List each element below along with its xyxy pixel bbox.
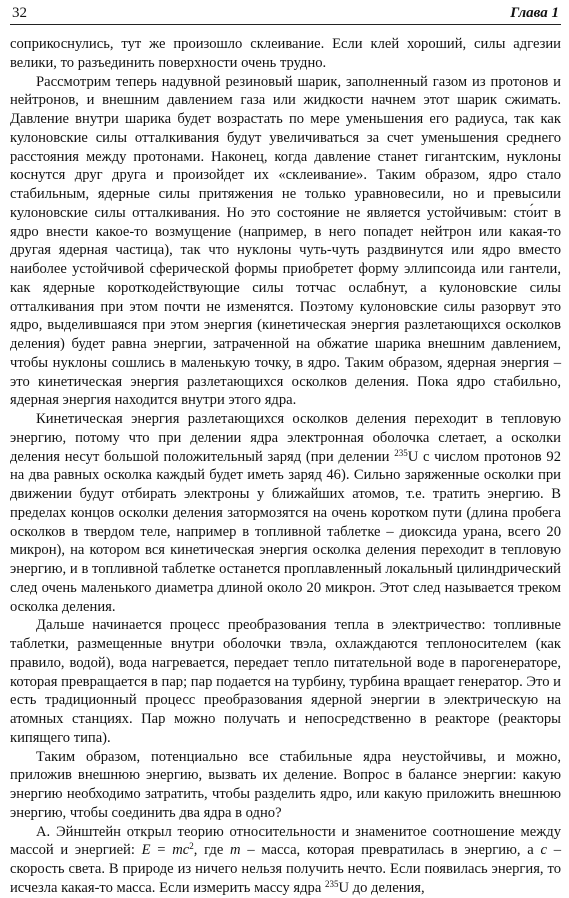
superscript: 2 — [189, 841, 194, 852]
paragraph — [10, 616, 561, 747]
superscript: 235 — [394, 447, 408, 458]
math-symbol: m — [230, 842, 241, 859]
text-run: Дальше начинается процесс преобразования тепла в электричество: топливные таблетки, размещенные внутри оболочки твэла, охлаждаются теплоносителем (как правило, водой), вода нагревается, передает тепло питательной воде в парогенераторе, которая превращается в пар; пар подается на турбину, турбина вращает генератор. Это и есть традиционный процесс преобразования ядерной энергии в электрическую на атомных станциях. Пар можно получать и непосредственно в реакторе (реакторы кипящего типа). — [10, 617, 561, 746]
math-symbol: c — [540, 842, 547, 859]
paragraph — [10, 410, 561, 616]
math-symbol: E — [141, 842, 151, 859]
paragraph — [10, 35, 561, 73]
text-run: U до деления, — [338, 879, 425, 896]
paragraph — [10, 73, 561, 411]
text-run: , где — [193, 842, 231, 859]
superscript: 235 — [324, 878, 339, 889]
text-run: соприкоснулись, тут же произошло склеивание. Если клей хороший, силы адгезии велики, то разъединить поверхности очень трудно. — [10, 36, 561, 71]
page-number: 32 — [12, 5, 27, 21]
math-symbol: mc — [172, 842, 190, 859]
body-text — [10, 25, 561, 898]
text-run: Рассмотрим теперь надувной резиновый шарик, заполненный газом из протонов и нейтронов, и внешним давлением газа или жидкости начнем этот шарик сжимать. Давление внутри шарика будет возрастать по мере уменьшения его радиуса, так как кулоновские силы отталкивания будут увеличиваться за счет уменьшения среднего расстояния между протонами. Наконец, когда давление станет гигантским, нуклоны коснутся друг друга и произойдет их «склеивание». Таким образом, ядро стало стабильным, ядерные силы притяжения не только уравновесили, но и превысили кулоновские силы отталкивания. Но это состояние не является устойчивым: сто́ит в ядро внести какое-то возмущение (например, в него попадет нейтрон или какая-то другая ядерная частица), так что нуклоны чуть-чуть раздвинутся или ядро вместо наиболее устойчивой сферической формы приобретет форму эллипсоида или гантели, как ядерные короткодействующие силы тотчас ослабнут, а кулоновские силы отталкивания при этом почти не изменятся. Поэтому кулоновские силы разорвут это ядро, выделившаяся при этом энергия (кинетическая энергия разлетающихся осколков деления) будет равна энергии, затраченной на обжатие шарика внешним давлением, чтобы нуклоны сошлись в маленькую точку, в ядро. Таким образом, ядерная энергия – это кинетическая энергия разлетающихся осколков деления. Пока ядро стабильно, ядерная энергия находится внутри этого ядра. — [10, 73, 561, 409]
paragraph — [10, 823, 561, 898]
text-run: – масса, которая превратилась в энергию, а — [240, 842, 541, 859]
text-run: U с числом протонов 92 на два равных осколка каждый будет иметь заряд 46). Сильно заряженные осколки при движении будут отбирать электроны у ближайших атомов, т.е. тратить энергию. В пределах концов осколки деления затормозятся на очень коротком пути (длина пробега осколков в твердом теле, например в топливной таблетке – диоксида урана, всего 20 микрон), на котором вся кинетическая энергия осколка деления переходит в тепловую энергию, и в топливной таблетке останется проплавленный локальный цилиндрический след очень маленького диаметра длиной около 20 микрон. Этот след называется треком осколка деления. — [10, 448, 561, 615]
paragraph — [10, 748, 561, 823]
text-run: – скорость света. В природе из ничего нельзя получить нечто. Если появилась энергия, то исчезла какая-то масса. Если измерить массу ядра — [10, 842, 562, 896]
text-run: Кинетическая энергия разлетающихся осколков деления переходит в тепловую энергию, потому что при делении ядра электронная оболочка слетает, а осколки деления несут большой положительный заряд (при делении — [10, 411, 561, 465]
text-run: = — [150, 842, 173, 859]
text-run: А. Эйнштейн открыл теорию относительности и знаменитое соотношение между массой и энергией: — [10, 823, 561, 859]
chapter-title: Глава 1 — [510, 5, 559, 21]
text-run: Таким образом, потенциально все стабильные ядра неустойчивы, и можно, приложив внешнюю энергию, вызвать их деление. Вопрос в балансе энергии: какую энергию необходимо затратить, чтобы разделить ядро, или какую приложить внешнюю энергию, чтобы соединить два ядра в одно? — [10, 748, 561, 821]
page-header — [10, 0, 561, 25]
